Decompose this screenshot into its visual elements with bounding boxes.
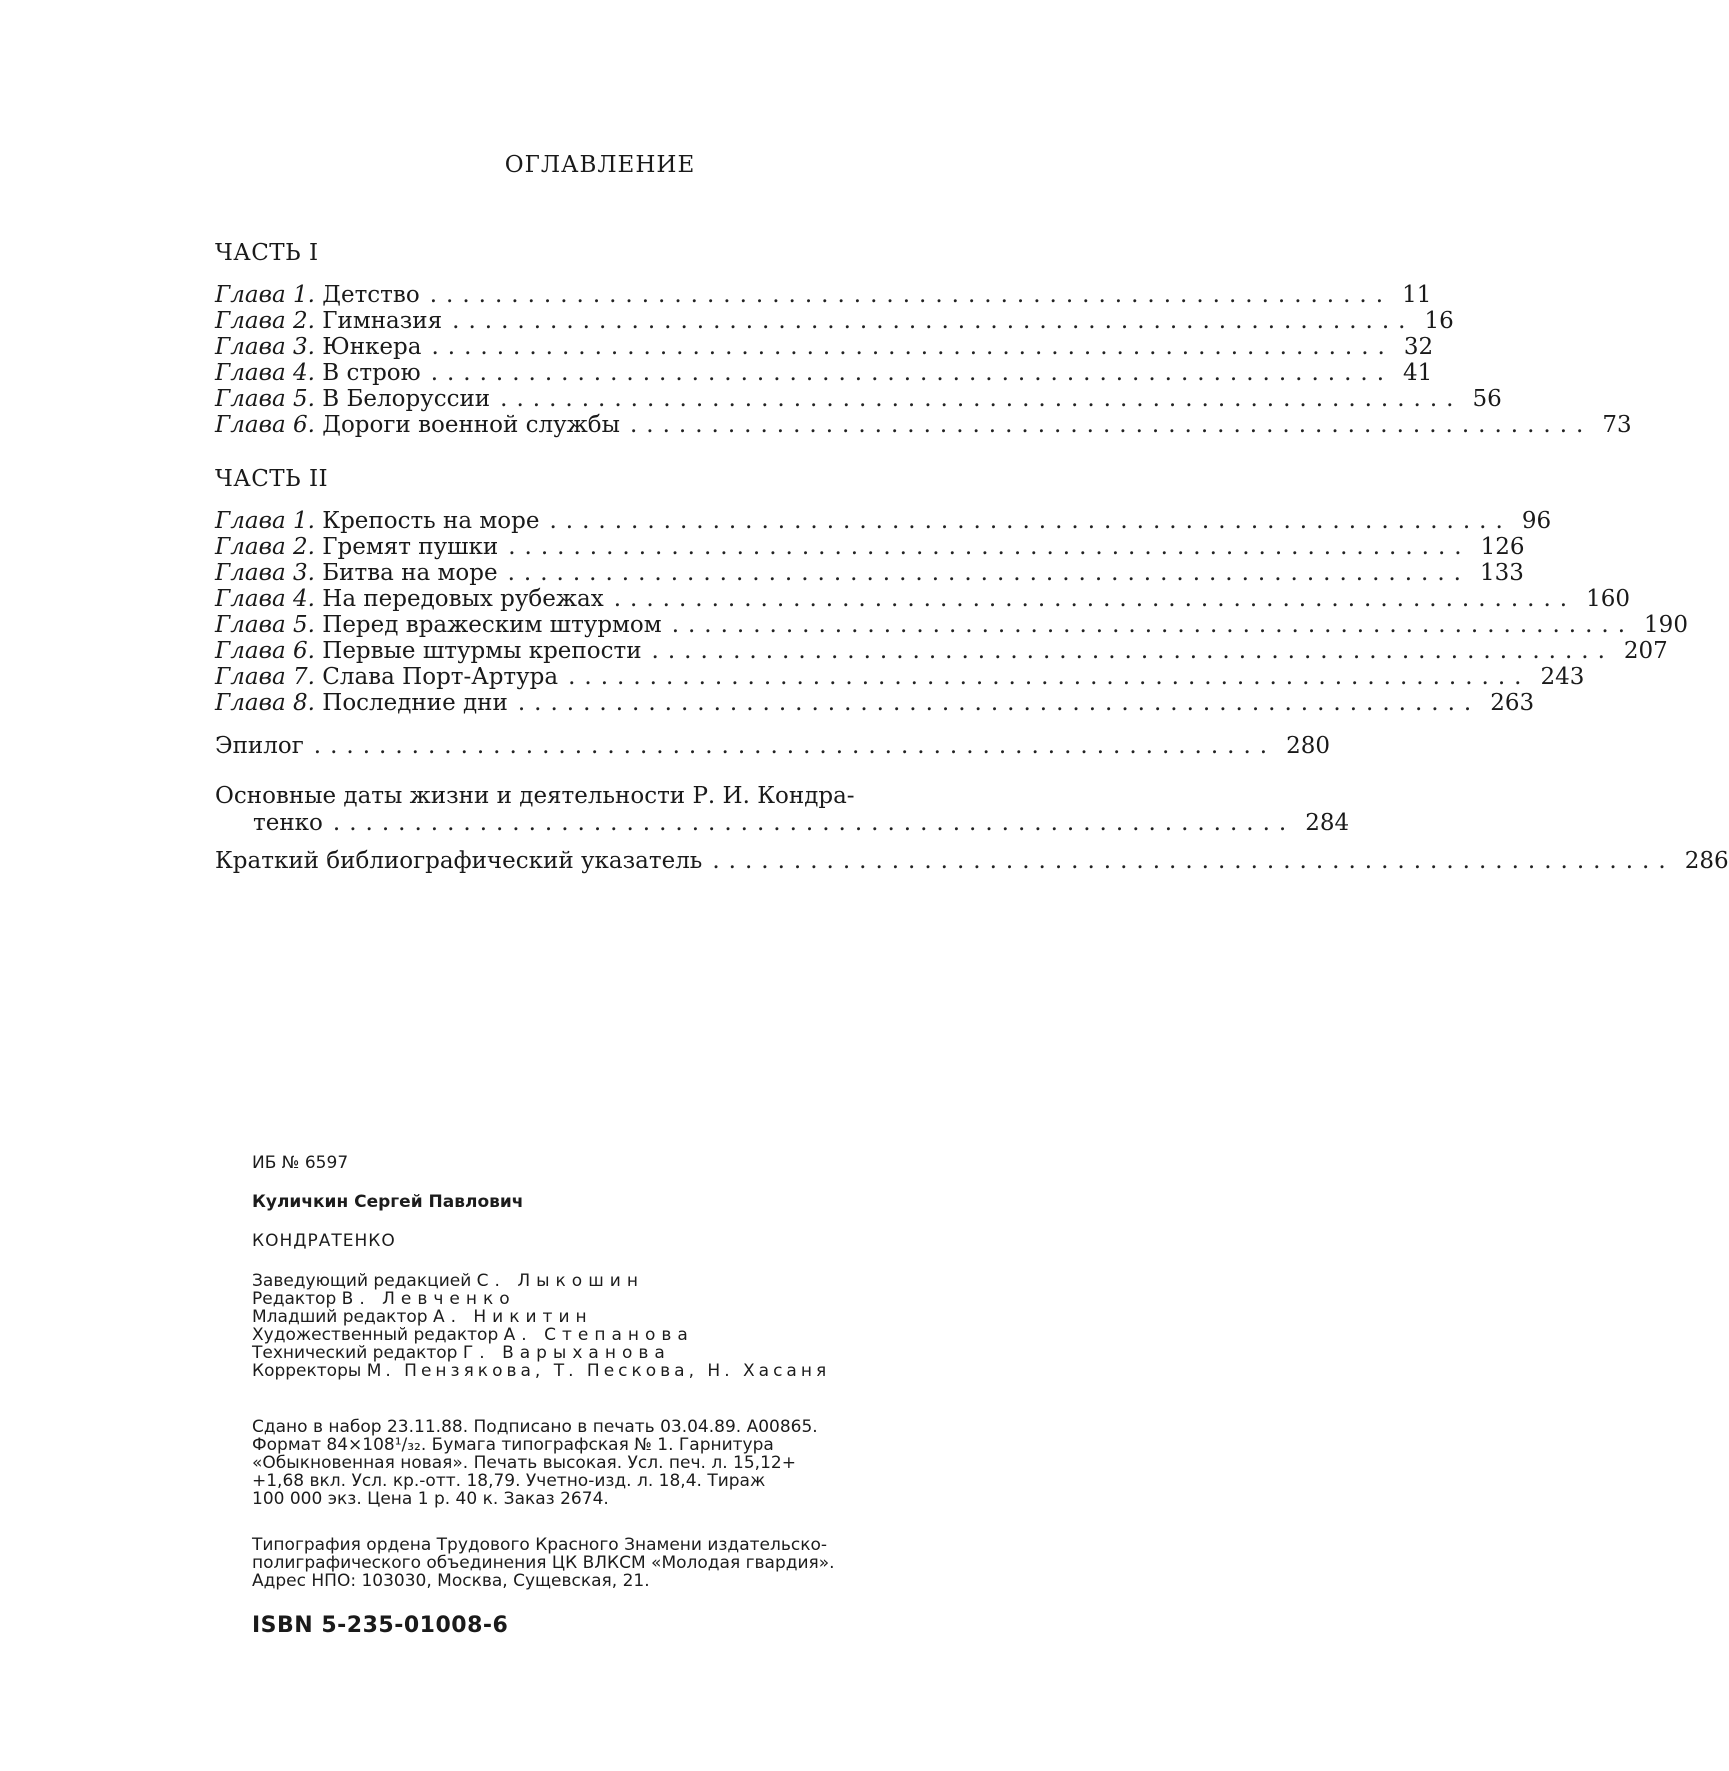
toc-entry: Глава 7. Слава Порт-Артура ........................................................... 243 [215, 664, 995, 690]
toc-entry: Глава 3. Юнкера ........................................................... 32 [215, 334, 995, 360]
bibliography-title: Краткий библиографический указатель [215, 848, 702, 874]
credit-role: Младший редактор [252, 1307, 428, 1327]
chapter-title: Крепость на море [322, 508, 539, 534]
toc-entry: Глава 5. Перед вражеским штурмом ........................................................... 190 [215, 612, 995, 638]
page-number: 73 [1602, 412, 1631, 438]
credit-role: Технический редактор [252, 1343, 457, 1363]
print-detail-line: +1,68 вкл. Усл. кр.-отт. 18,79. Учетно-изд. л. 18,4. Тираж [252, 1472, 1042, 1490]
printing-house [252, 1536, 1042, 1590]
ib-number: ИБ № 6597 [252, 1154, 1042, 1172]
page-number: 96 [1522, 508, 1551, 534]
page-number: 11 [1402, 282, 1431, 308]
chapter-title: Перед вражеским штурмом [322, 612, 661, 638]
toc-bibliography: Краткий библиографический указатель ........................................................... 286 [215, 848, 995, 874]
toc-entry: Глава 6. Первые штурмы крепости ........................................................... 207 [215, 638, 995, 664]
credit-line [252, 1290, 1042, 1308]
toc-entry: Глава 8. Последние дни ........................................................... 263 [215, 690, 995, 716]
credit-name: С. Лыкошин [477, 1271, 644, 1291]
toc-entry: Глава 5. В Белоруссии ........................................................... 56 [215, 386, 995, 412]
chapter-number: Глава 7. [215, 664, 315, 690]
chapter-title: Последние дни [322, 690, 508, 716]
credit-line [252, 1362, 1042, 1380]
print-detail-line: «Обыкновенная новая». Печать высокая. Усл. печ. л. 15,12+ [252, 1454, 1042, 1472]
credit-role: Редактор [252, 1289, 336, 1309]
chapter-number: Глава 4. [215, 360, 315, 386]
chapter-title: Битва на море [322, 560, 497, 586]
chapter-title: Слава Порт-Артура [322, 664, 558, 690]
toc-entry: Глава 4. В строю ........................................................... 41 [215, 360, 995, 386]
credit-name: М. Пензякова, Т. Пескова, Н. Хасаня [367, 1361, 830, 1381]
page-number: 284 [1305, 810, 1349, 836]
page-number: 133 [1480, 560, 1524, 586]
chapter-number: Глава 6. [215, 412, 315, 438]
credits [252, 1272, 1042, 1380]
credit-line [252, 1308, 1042, 1326]
toc-entry: Глава 1. Детство ........................................................... 11 [215, 282, 995, 308]
toc-entry: Глава 2. Гремят пушки ........................................................... 126 [215, 534, 995, 560]
chapter-number: Глава 3. [215, 560, 315, 586]
chapter-number: Глава 5. [215, 386, 315, 412]
epilogue-title: Эпилог [215, 733, 304, 759]
print-detail-line: 100 000 экз. Цена 1 р. 40 к. Заказ 2674. [252, 1490, 1042, 1508]
dates-title-line2: тенко [253, 810, 323, 836]
isbn: ISBN 5-235-01008-6 [252, 1613, 508, 1638]
credit-name: А. Никитин [433, 1307, 593, 1327]
page-number: 41 [1403, 360, 1432, 386]
page-number: 32 [1404, 334, 1433, 360]
part-label: ЧАСТЬ I [215, 240, 319, 266]
chapter-title: Первые штурмы крепости [322, 638, 641, 664]
toc-dates: Основные даты жизни и деятельности Р. И. Кондра- тенко ........................................................... 284 [215, 782, 995, 836]
credit-line [252, 1326, 1042, 1344]
toc-entry: Глава 4. На передовых рубежах ........................................................... 160 [215, 586, 995, 612]
dates-title-line1: Основные даты жизни и деятельности Р. И. Кондра- [215, 782, 995, 810]
credit-role: Заведующий редакцией [252, 1271, 471, 1291]
chapter-number: Глава 3. [215, 334, 315, 360]
credit-name: Г. Варыханова [463, 1343, 671, 1363]
page-number: 207 [1624, 638, 1668, 664]
printing-house-line: Адрес НПО: 103030, Москва, Сущевская, 21. [252, 1572, 1042, 1590]
chapter-title: В строю [322, 360, 420, 386]
part-label: ЧАСТЬ II [215, 466, 328, 492]
toc-entry: Глава 6. Дороги военной службы ........................................................... 73 [215, 412, 995, 438]
printing-house-line: полиграфического объединения ЦК ВЛКСМ «Молодая гвардия». [252, 1554, 1042, 1572]
toc-entry: Глава 3. Битва на море ........................................................... 133 [215, 560, 995, 586]
chapter-number: Глава 5. [215, 612, 315, 638]
credit-role: Корректоры [252, 1361, 361, 1381]
printing-house-line: Типография ордена Трудового Красного Знамени издательско- [252, 1536, 1042, 1554]
page-number: 160 [1586, 586, 1630, 612]
page-number: 190 [1644, 612, 1688, 638]
page-number: 126 [1481, 534, 1525, 560]
chapter-number: Глава 8. [215, 690, 315, 716]
credit-line [252, 1272, 1042, 1290]
credit-name: В. Левченко [342, 1289, 516, 1309]
chapter-number: Глава 2. [215, 534, 315, 560]
chapter-number: Глава 1. [215, 508, 315, 534]
author-name: Куличкин Сергей Павлович [252, 1193, 1042, 1211]
page-number: 243 [1540, 664, 1584, 690]
page-number: 56 [1473, 386, 1502, 412]
chapter-number: Глава 4. [215, 586, 315, 612]
chapter-title: Детство [322, 282, 419, 308]
page-number: 286 [1685, 848, 1729, 874]
credit-name: А. Степанова [504, 1325, 694, 1345]
chapter-title: На передовых рубежах [322, 586, 603, 612]
chapter-title: Дороги военной службы [322, 412, 620, 438]
chapter-title: Юнкера [322, 334, 421, 360]
toc-entry: Глава 1. Крепость на море ........................................................... 96 [215, 508, 995, 534]
credit-role: Художественный редактор [252, 1325, 498, 1345]
print-detail-line: Формат 84×108¹/₃₂. Бумага типографская № 1. Гарнитура [252, 1436, 1042, 1454]
print-details [252, 1418, 1042, 1508]
page-number: 280 [1286, 733, 1330, 759]
print-detail-line: Сдано в набор 23.11.88. Подписано в печать 03.04.89. А00865. [252, 1418, 1042, 1436]
page-number: 263 [1490, 690, 1534, 716]
credit-line [252, 1344, 1042, 1362]
chapter-number: Глава 1. [215, 282, 315, 308]
page-number: 16 [1425, 308, 1454, 334]
toc-part-2 [215, 508, 995, 716]
chapter-number: Глава 2. [215, 308, 315, 334]
toc-epilogue: Эпилог ........................................................... 280 [215, 733, 995, 759]
page-title: ОГЛАВЛЕНИЕ [0, 152, 1200, 178]
toc-entry: Глава 2. Гимназия ........................................................... 16 [215, 308, 995, 334]
book-title: КОНДРАТЕНКО [252, 1232, 1042, 1250]
chapter-title: В Белоруссии [322, 386, 490, 412]
chapter-title: Гремят пушки [322, 534, 498, 560]
chapter-number: Глава 6. [215, 638, 315, 664]
chapter-title: Гимназия [322, 308, 442, 334]
toc-part-1 [215, 282, 995, 438]
